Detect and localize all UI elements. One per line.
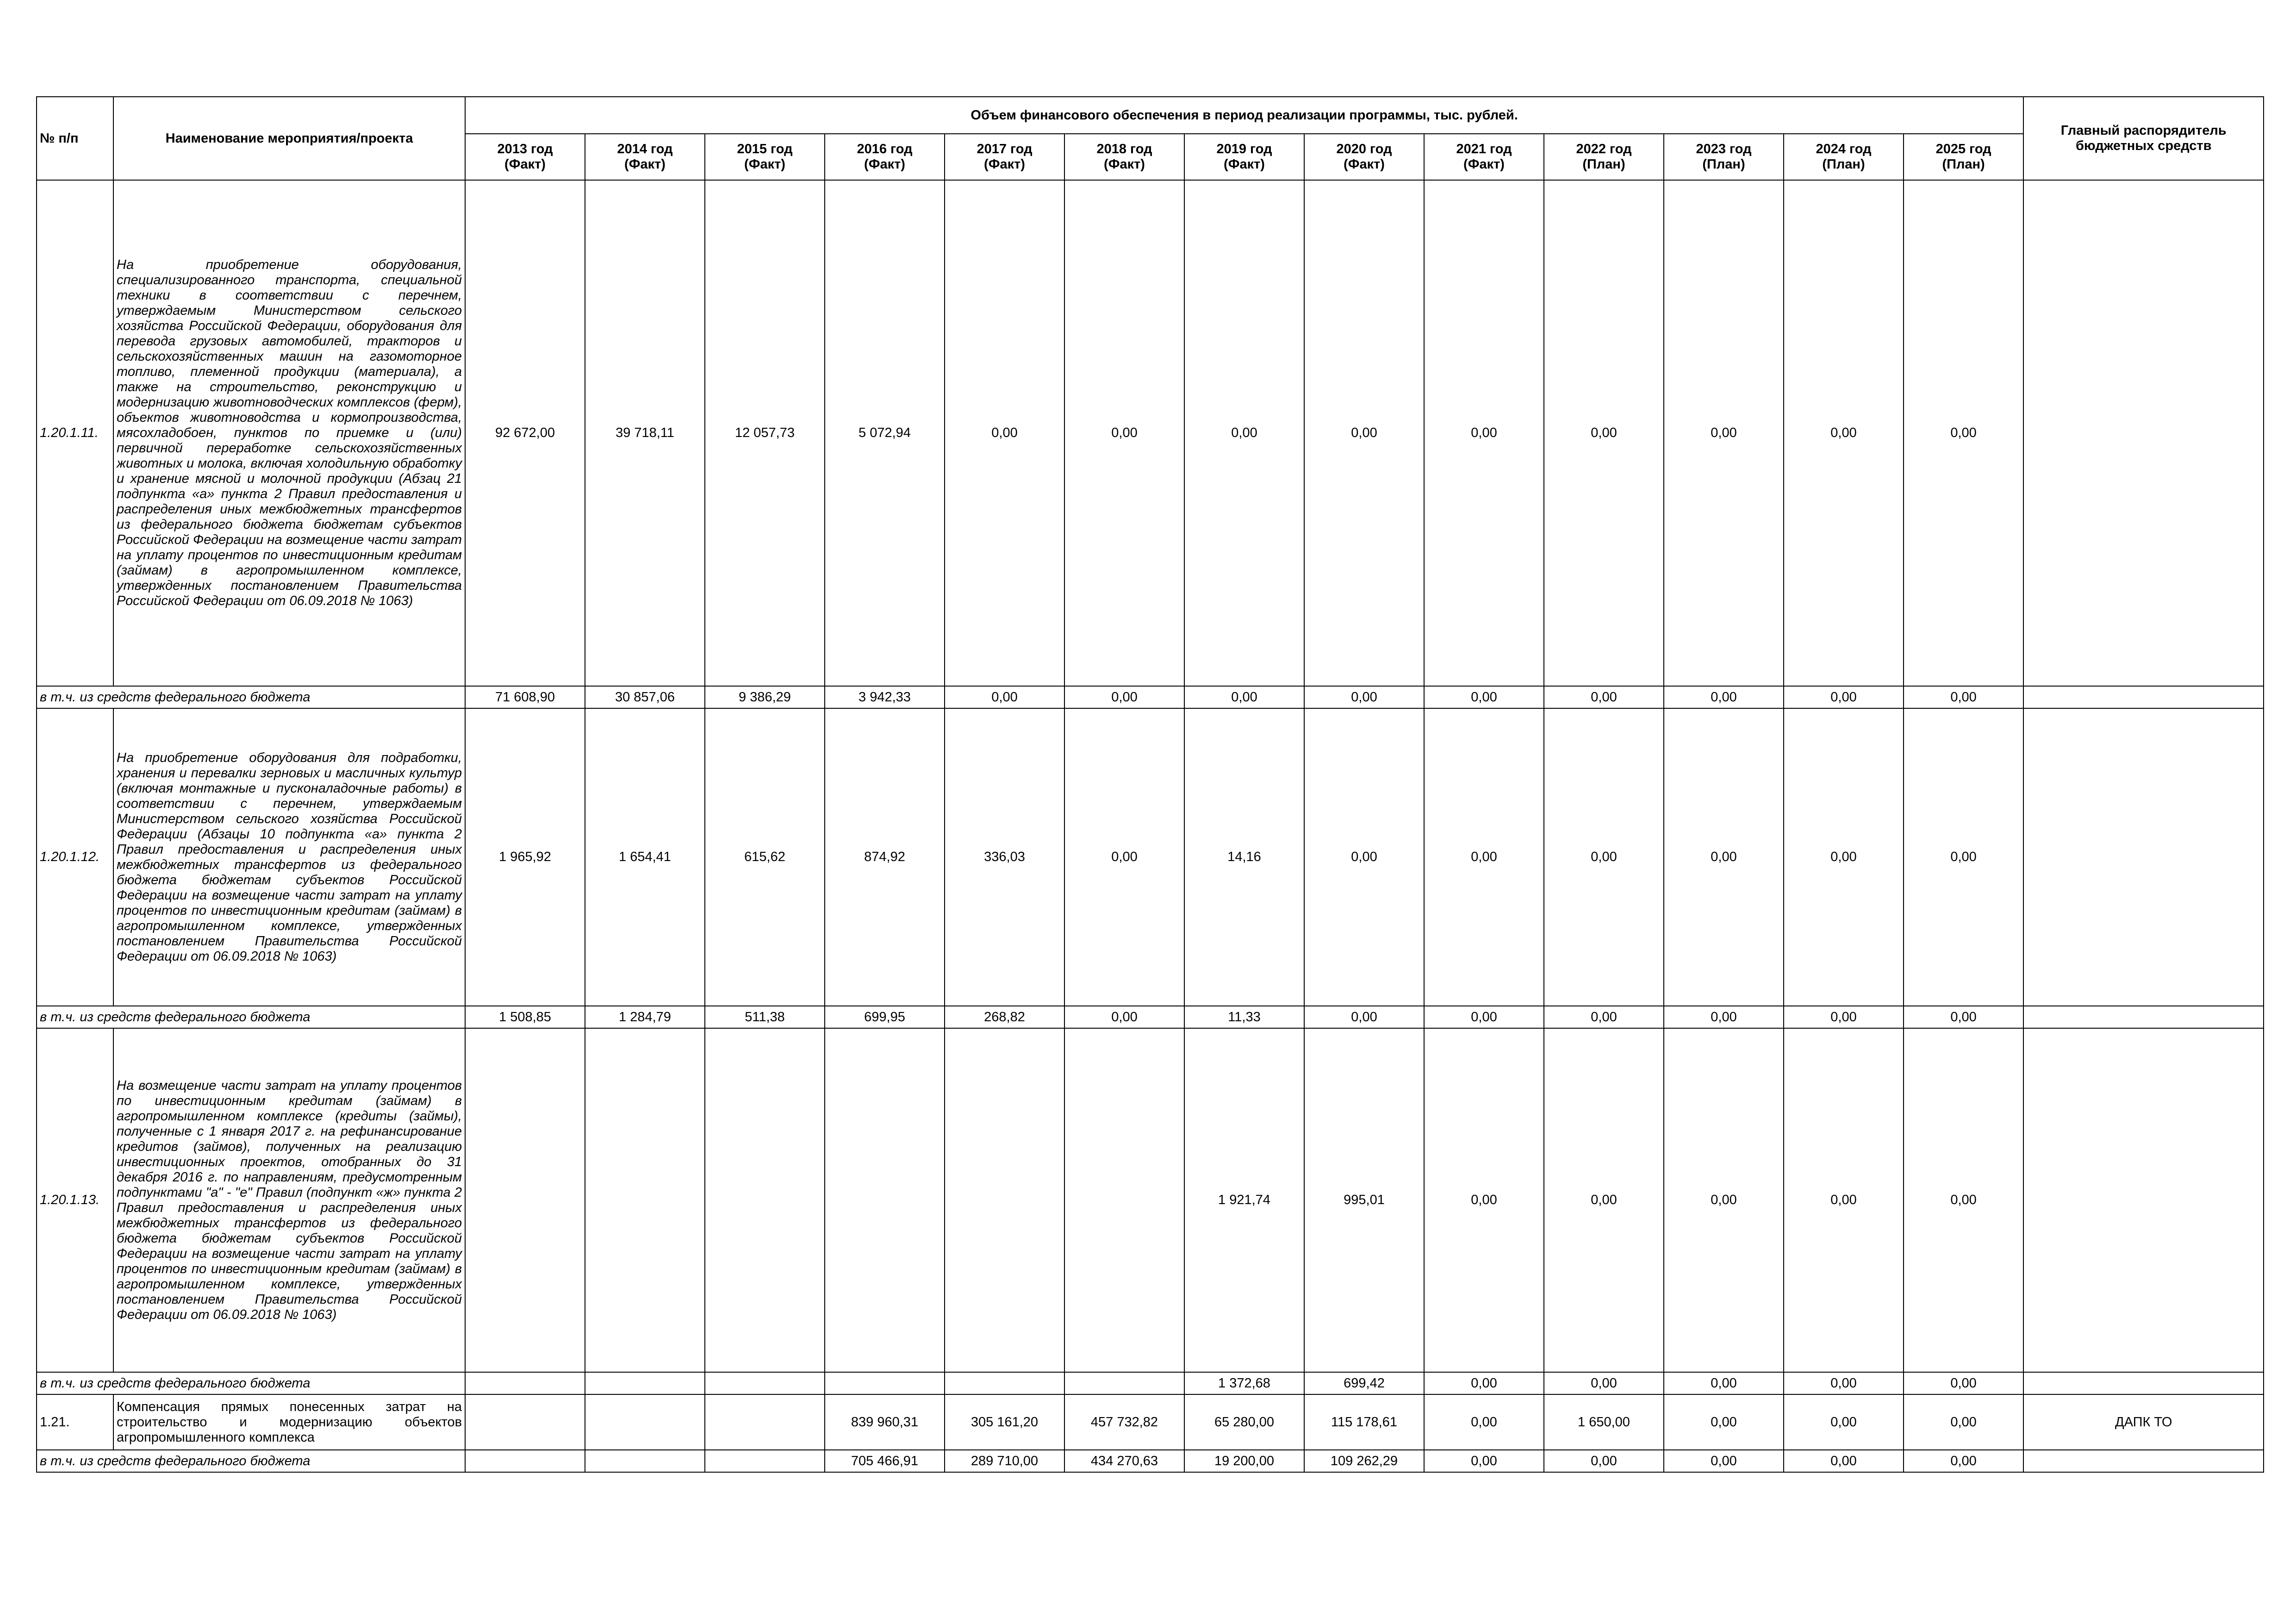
value-cell: [1064, 1372, 1184, 1394]
value-cell: 336,03: [945, 708, 1064, 1006]
distributor-cell: [2023, 1450, 2264, 1472]
year-header: 2016 год (Факт): [825, 134, 945, 180]
value-cell: 0,00: [1904, 1372, 2023, 1394]
value-cell: 0,00: [1424, 180, 1544, 686]
value-cell: 0,00: [1424, 686, 1544, 708]
value-cell: 0,00: [1304, 180, 1424, 686]
distributor-cell: ДАПК ТО: [2023, 1394, 2264, 1450]
value-cell: 0,00: [1784, 1028, 1904, 1372]
value-cell: 0,00: [1424, 1394, 1544, 1450]
value-cell: 615,62: [705, 708, 825, 1006]
value-cell: 0,00: [1184, 180, 1304, 686]
value-cell: [945, 1028, 1064, 1372]
value-cell: 65 280,00: [1184, 1394, 1304, 1450]
table-body: [37, 180, 2264, 1472]
value-cell: [465, 1394, 585, 1450]
table-subrow: [37, 1450, 2264, 1472]
value-cell: 995,01: [1304, 1028, 1424, 1372]
value-cell: [585, 1394, 705, 1450]
value-cell: 839 960,31: [825, 1394, 945, 1450]
value-cell: 0,00: [1664, 180, 1784, 686]
distributor-cell: [2023, 1028, 2264, 1372]
value-cell: 0,00: [1664, 1450, 1784, 1472]
table-subrow: [37, 686, 2264, 708]
value-cell: 0,00: [1064, 708, 1184, 1006]
value-cell: 1 921,74: [1184, 1028, 1304, 1372]
value-cell: 0,00: [1784, 1372, 1904, 1394]
value-cell: [585, 1028, 705, 1372]
value-cell: 0,00: [1544, 1372, 1664, 1394]
distributor-cell: [2023, 180, 2264, 686]
value-cell: 289 710,00: [945, 1450, 1064, 1472]
distributor-cell: [2023, 686, 2264, 708]
value-cell: 0,00: [1904, 1394, 2023, 1450]
value-cell: 0,00: [1424, 708, 1544, 1006]
table-subrow: [37, 1006, 2264, 1028]
value-cell: 0,00: [1904, 1450, 2023, 1472]
table-row: [37, 708, 2264, 1006]
value-cell: 0,00: [1784, 1394, 1904, 1450]
value-cell: 305 161,20: [945, 1394, 1064, 1450]
value-cell: 0,00: [1784, 180, 1904, 686]
year-header: 2021 год (Факт): [1424, 134, 1544, 180]
header-distributor: Главный распорядитель бюджетных средств: [2023, 97, 2264, 180]
row-name: Компенсация прямых понесенных затрат на строительство и модернизацию объектов агропромышленного комплекса: [113, 1394, 465, 1450]
value-cell: [465, 1028, 585, 1372]
value-cell: 0,00: [1544, 1006, 1664, 1028]
value-cell: 434 270,63: [1064, 1450, 1184, 1472]
value-cell: 0,00: [1664, 1028, 1784, 1372]
value-cell: 14,16: [1184, 708, 1304, 1006]
value-cell: 30 857,06: [585, 686, 705, 708]
value-cell: 1 372,68: [1184, 1372, 1304, 1394]
value-cell: 0,00: [1784, 686, 1904, 708]
value-cell: 92 672,00: [465, 180, 585, 686]
row-subtitle: в т.ч. из средств федерального бюджета: [37, 686, 465, 708]
value-cell: [705, 1028, 825, 1372]
value-cell: 39 718,11: [585, 180, 705, 686]
value-cell: 0,00: [1904, 1028, 2023, 1372]
value-cell: 1 508,85: [465, 1006, 585, 1028]
table-row: [37, 1394, 2264, 1450]
row-number: 1.20.1.12.: [37, 708, 113, 1006]
value-cell: 0,00: [1424, 1006, 1544, 1028]
year-header: 2017 год (Факт): [945, 134, 1064, 180]
header-name: Наименование мероприятия/проекта: [113, 97, 465, 180]
year-header: 2014 год (Факт): [585, 134, 705, 180]
value-cell: [585, 1450, 705, 1472]
value-cell: 9 386,29: [705, 686, 825, 708]
distributor-cell: [2023, 1372, 2264, 1394]
value-cell: 0,00: [1184, 686, 1304, 708]
header-volume: Объем финансового обеспечения в период реализации программы, тыс. рублей.: [465, 97, 2023, 134]
value-cell: [705, 1450, 825, 1472]
value-cell: 71 608,90: [465, 686, 585, 708]
value-cell: 511,38: [705, 1006, 825, 1028]
value-cell: 268,82: [945, 1006, 1064, 1028]
value-cell: 5 072,94: [825, 180, 945, 686]
row-subtitle: в т.ч. из средств федерального бюджета: [37, 1006, 465, 1028]
value-cell: 0,00: [1664, 1006, 1784, 1028]
year-header: 2019 год (Факт): [1184, 134, 1304, 180]
value-cell: 0,00: [1664, 1372, 1784, 1394]
value-cell: 0,00: [1664, 708, 1784, 1006]
value-cell: 1 965,92: [465, 708, 585, 1006]
value-cell: 0,00: [1544, 180, 1664, 686]
value-cell: 0,00: [945, 180, 1064, 686]
value-cell: 0,00: [1544, 686, 1664, 708]
table-row: [37, 180, 2264, 686]
value-cell: 0,00: [1664, 1394, 1784, 1450]
value-cell: 0,00: [1304, 1006, 1424, 1028]
value-cell: [825, 1372, 945, 1394]
year-header: 2023 год (План): [1664, 134, 1784, 180]
value-cell: [465, 1372, 585, 1394]
value-cell: [585, 1372, 705, 1394]
distributor-cell: [2023, 708, 2264, 1006]
value-cell: 0,00: [1784, 708, 1904, 1006]
year-header: 2018 год (Факт): [1064, 134, 1184, 180]
row-number: 1.21.: [37, 1394, 113, 1450]
value-cell: 0,00: [1064, 1006, 1184, 1028]
value-cell: 0,00: [1424, 1372, 1544, 1394]
value-cell: 699,42: [1304, 1372, 1424, 1394]
distributor-cell: [2023, 1006, 2264, 1028]
value-cell: 0,00: [1904, 180, 2023, 686]
value-cell: 0,00: [1064, 180, 1184, 686]
value-cell: 3 942,33: [825, 686, 945, 708]
row-name: На приобретение оборудования, специализированного транспорта, специальной техники в соответствии с перечнем, утверждаемым Министерством сельского хозяйства Российской Федерации, оборудования для перевода грузовых автомобилей, тракторов и сельскохозяйственных машин на газомоторное топливо, племенной продукции (материала), а также на строительство, реконструкцию и модернизацию животноводческих комплексов (ферм), объектов животноводства и кормопроизводства, мясохладобоен, пунктов по приемке и (или) первичной переработке сельскохозяйственных животных и молока, включая холодильную обработку и хранение мясной и молочной продукции (Абзац 21 подпункта «а» пункта 2 Правил предоставления и распределения иных межбюджетных трансфертов из федерального бюджета бюджетам субъектов Российской Федерации на возмещение части затрат на уплату процентов по инвестиционным кредитам (займам) в агропромышленном комплексе, утвержденных постановлением Правительства Российской Федерации от 06.09.2018 № 1063): [113, 180, 465, 686]
value-cell: 0,00: [1304, 686, 1424, 708]
value-cell: 0,00: [1664, 686, 1784, 708]
value-cell: 115 178,61: [1304, 1394, 1424, 1450]
value-cell: 0,00: [1904, 1006, 2023, 1028]
year-header: 2015 год (Факт): [705, 134, 825, 180]
year-header: 2020 год (Факт): [1304, 134, 1424, 180]
value-cell: 874,92: [825, 708, 945, 1006]
value-cell: 457 732,82: [1064, 1394, 1184, 1450]
value-cell: 1 650,00: [1544, 1394, 1664, 1450]
value-cell: 0,00: [1904, 686, 2023, 708]
value-cell: 0,00: [1544, 1450, 1664, 1472]
table-subrow: [37, 1372, 2264, 1394]
value-cell: [705, 1394, 825, 1450]
value-cell: 0,00: [1544, 708, 1664, 1006]
value-cell: [705, 1372, 825, 1394]
row-subtitle: в т.ч. из средств федерального бюджета: [37, 1372, 465, 1394]
value-cell: 0,00: [1424, 1028, 1544, 1372]
value-cell: 1 654,41: [585, 708, 705, 1006]
value-cell: 109 262,29: [1304, 1450, 1424, 1472]
value-cell: 11,33: [1184, 1006, 1304, 1028]
value-cell: [465, 1450, 585, 1472]
year-header: 2013 год (Факт): [465, 134, 585, 180]
value-cell: 0,00: [1304, 708, 1424, 1006]
value-cell: 705 466,91: [825, 1450, 945, 1472]
row-name: На приобретение оборудования для подработки, хранения и перевалки зерновых и масличных культур (включая монтажные и пусконаладочные работы) в соответствии с перечнем, утверждаемым Министерством сельского хозяйства Российской Федерации (Абзацы 10 подпункта «а» пункта 2 Правил предоставления и распределения иных межбюджетных трансфертов из федерального бюджета бюджетам субъектов Российской Федерации на возмещение части затрат на уплату процентов по инвестиционным кредитам (займам) в агропромышленном комплексе, утвержденных постановлением Правительства Российской Федерации от 06.09.2018 № 1063): [113, 708, 465, 1006]
year-header: 2025 год (План): [1904, 134, 2023, 180]
year-header: 2022 год (План): [1544, 134, 1664, 180]
value-cell: 19 200,00: [1184, 1450, 1304, 1472]
value-cell: [825, 1028, 945, 1372]
value-cell: 0,00: [1544, 1028, 1664, 1372]
value-cell: 0,00: [1784, 1006, 1904, 1028]
value-cell: 0,00: [1064, 686, 1184, 708]
table-row: [37, 1028, 2264, 1372]
value-cell: 0,00: [1784, 1450, 1904, 1472]
row-number: 1.20.1.13.: [37, 1028, 113, 1372]
value-cell: 0,00: [945, 686, 1064, 708]
header-no: № п/п: [37, 97, 113, 180]
row-name: На возмещение части затрат на уплату процентов по инвестиционным кредитам (займам) в агропромышленном комплексе (кредиты (займы), полученные с 1 января 2017 г. на рефинансирование кредитов (займов), полученных на реализацию инвестиционных проектов, отобранных до 31 декабря 2016 г. по направлениям, предусмотренным подпунктами "а" - "е" Правил (подпункт «ж» пункта 2 Правил предоставления и распределения иных межбюджетных трансфертов из федерального бюджета бюджетам субъектов Российской Федерации на возмещение части затрат на уплату процентов по инвестиционным кредитам (займам) в агропромышленном комплексе, утвержденных постановлением Правительства Российской Федерации от 06.09.2018 № 1063): [113, 1028, 465, 1372]
row-number: 1.20.1.11.: [37, 180, 113, 686]
value-cell: 12 057,73: [705, 180, 825, 686]
budget-table: [36, 96, 2264, 1473]
value-cell: 0,00: [1904, 708, 2023, 1006]
row-subtitle: в т.ч. из средств федерального бюджета: [37, 1450, 465, 1472]
year-header: 2024 год (План): [1784, 134, 1904, 180]
value-cell: [1064, 1028, 1184, 1372]
value-cell: 1 284,79: [585, 1006, 705, 1028]
value-cell: 0,00: [1424, 1450, 1544, 1472]
value-cell: 699,95: [825, 1006, 945, 1028]
value-cell: [945, 1372, 1064, 1394]
